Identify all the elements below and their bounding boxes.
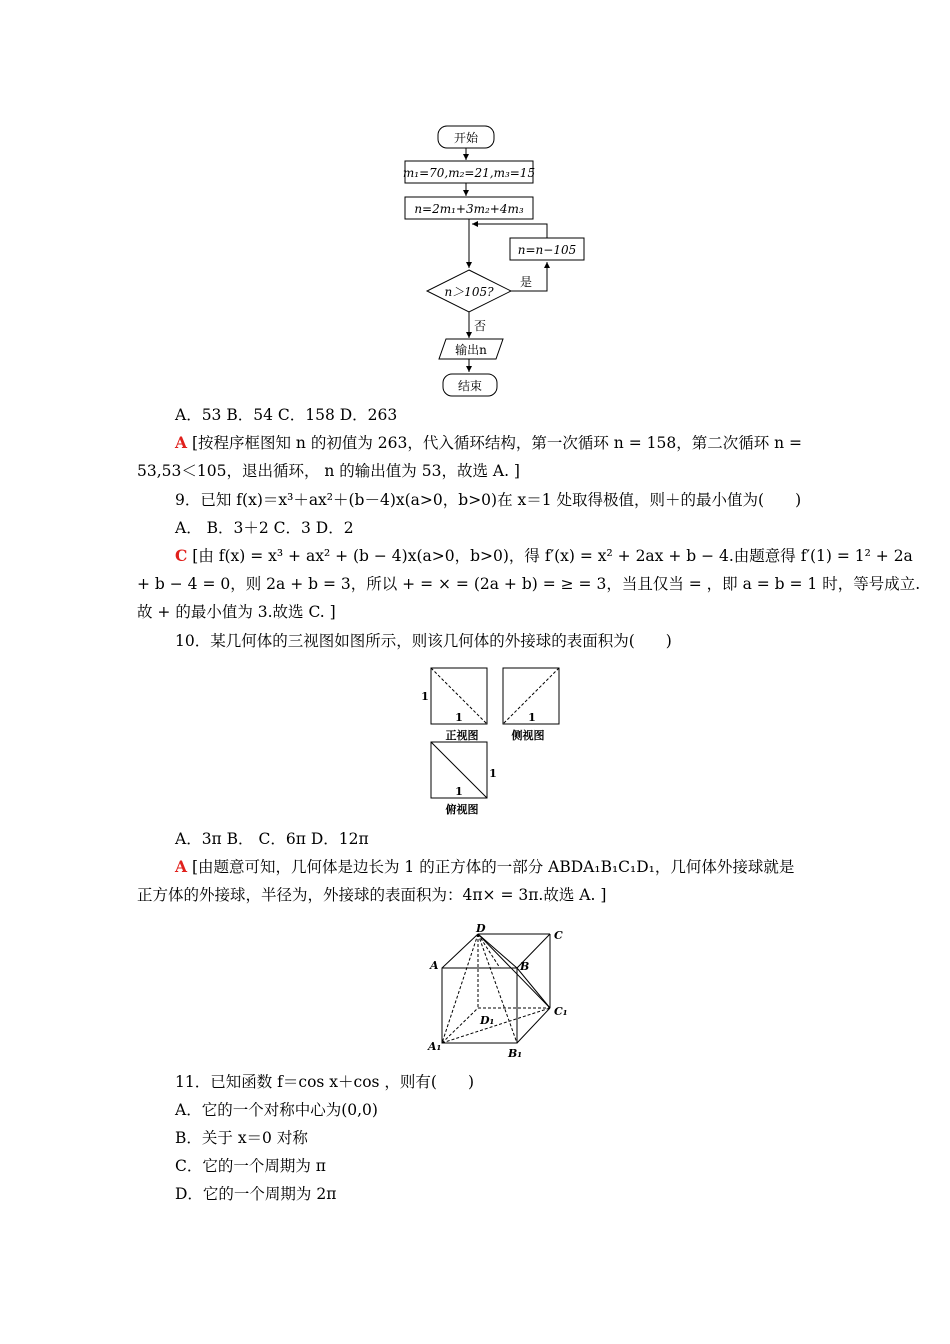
q9-explain-text1: [由 f(x) = x³ + ax² + (b − 4)x(a>0，b>0)，得 f′(x) = x² + 2ax + b − 4.由题意得 f′(1) = 1² + 2a	[187, 547, 913, 565]
side-view-bottom-label: 1	[528, 711, 536, 724]
top-view-bottom-label: 1	[455, 785, 463, 798]
front-view-side-label: 1	[421, 690, 429, 703]
flow-output-text: 输出n	[455, 343, 487, 357]
cube-label-A1: A₁	[428, 1040, 442, 1053]
flow-yes-label: 是	[519, 275, 533, 289]
q10-options: A．3π B． C．6π D．12π	[175, 830, 369, 848]
q8-explain-text1: [按程序框图知 n 的初值为 263，代入循环结构，第一次循环 n = 158，第二次循环 n =	[187, 434, 803, 452]
q8-answer-letter: A	[175, 433, 188, 452]
q11-stem: 11．已知函数 f＝cos x＋cos ，则有( )	[175, 1073, 475, 1091]
q8-explanation-line1	[175, 432, 802, 454]
flow-condition-text: n＞105?	[444, 285, 494, 299]
cube-label-C: C	[554, 929, 563, 942]
flow-update-text: n=n−105	[517, 243, 577, 257]
q10-explain-text1: [由题意可知，几何体是边长为 1 的正方体的一部分 ABDA₁B₁C₁D₁，几何体外接球就是	[187, 858, 795, 876]
q8-options: A．53 B．54 C．158 D．263	[175, 406, 398, 424]
cube-label-A: A	[430, 959, 439, 972]
q11-option-b: B．关于 x＝0 对称	[175, 1129, 308, 1147]
three-views-figure	[415, 660, 575, 820]
front-view-caption: 正视图	[445, 729, 479, 742]
q9-explanation-line3: 故 + 的最小值为 3.故选 C. ]	[137, 603, 336, 621]
q11-option-d: D．它的一个周期为 2π	[175, 1185, 337, 1203]
flowchart	[390, 118, 600, 404]
top-view-caption: 俯视图	[445, 803, 479, 816]
q10-answer-letter: A	[175, 857, 188, 876]
q9-stem: 9．已知 f(x)＝x³＋ax²＋(b－4)x(a>0，b>0)在 x＝1 处取得极值，则＋的最小值为( )	[175, 491, 802, 509]
flow-init-text: m₁=70,m₂=21,m₃=15	[402, 166, 536, 180]
cube-label-B: B	[520, 960, 530, 973]
cube-label-D1: D₁	[480, 1014, 495, 1027]
flow-compute-text: n=2m₁+3m₂+4m₃	[414, 202, 524, 216]
q9-answer-letter: C	[175, 546, 188, 565]
flow-start-text: 开始	[453, 131, 479, 145]
q10-explanation-line2: 正方体的外接球，半径为，外接球的表面积为：4π× = 3π.故选 A. ]	[137, 886, 607, 904]
front-view-bottom-label: 1	[455, 711, 463, 724]
side-view-caption: 侧视图	[511, 729, 545, 742]
q10-explanation-line1	[175, 856, 794, 878]
q8-explanation-line2: 53,53＜105，退出循环， n 的输出值为 53，故选 A. ]	[137, 462, 520, 480]
q11-option-a: A．它的一个对称中心为(0,0)	[175, 1101, 378, 1119]
q9-explanation-line2: + b − 4 = 0，则 2a + b = 3，所以 + = × = (2a + b) = ≥ = 3，当且仅当 = ，即 a = b = 1 时，等号成立.	[137, 575, 921, 593]
cube-label-C1: C₁	[554, 1005, 568, 1018]
cube-label-B1: B₁	[508, 1047, 523, 1060]
cube-label-D: D	[476, 922, 486, 935]
cube-figure	[420, 920, 580, 1065]
flow-end-text: 结束	[457, 379, 483, 393]
q10-stem: 10．某几何体的三视图如图所示，则该几何体的外接球的表面积为( )	[175, 632, 672, 650]
flow-no-label: 否	[473, 319, 487, 333]
q9-options: A． B．3＋2 C．3 D．2	[175, 519, 354, 537]
q9-explanation-line1	[175, 545, 913, 567]
top-view-side-label: 1	[489, 767, 497, 780]
q11-option-c: C．它的一个周期为 π	[175, 1157, 326, 1175]
